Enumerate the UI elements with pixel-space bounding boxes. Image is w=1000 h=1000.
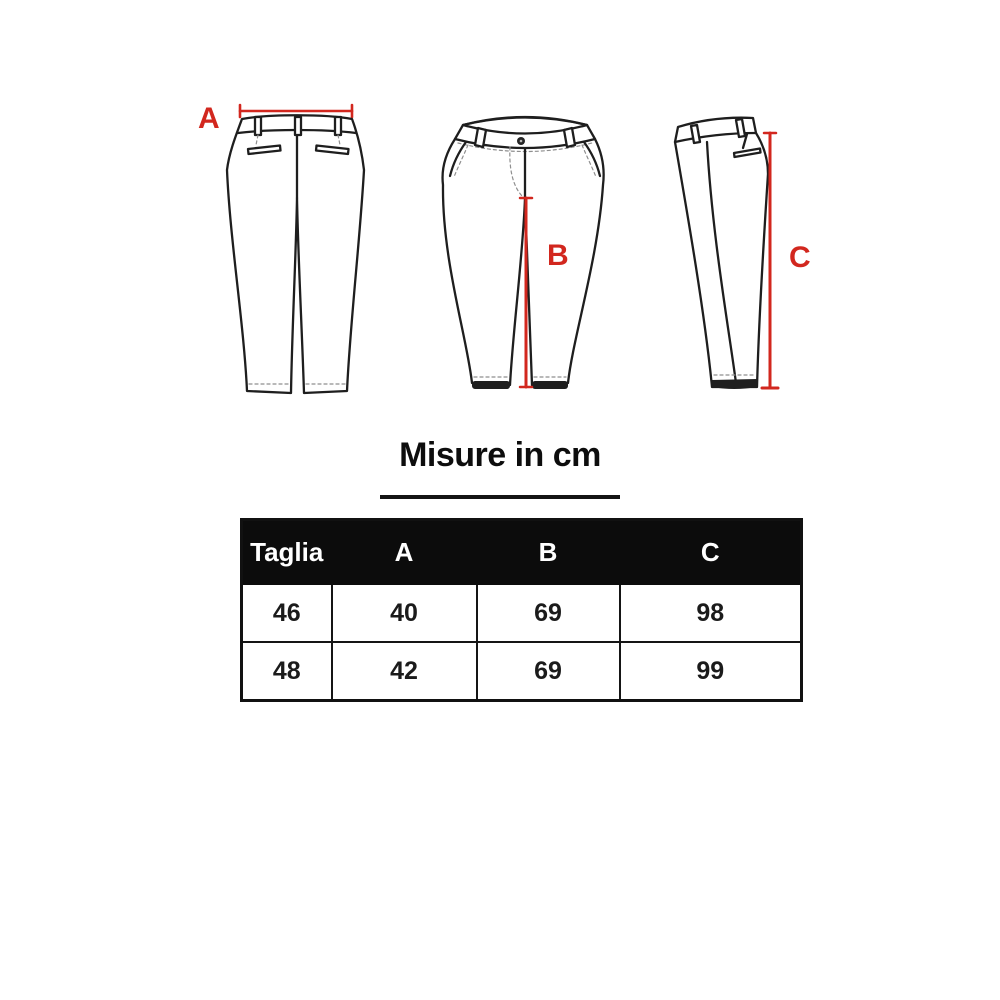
header-a: A (332, 520, 477, 585)
cell-measure-b: 69 (477, 642, 620, 701)
header-b: B (477, 520, 620, 585)
cell-measure-c: 98 (620, 584, 802, 642)
size-table-header-row (242, 520, 802, 585)
waist-button-detail (520, 140, 523, 143)
page-title: Misure in cm (399, 436, 601, 474)
header-taglia: Taglia (242, 520, 332, 585)
cell-size: 48 (242, 642, 332, 701)
header-c: C (620, 520, 802, 585)
right-hem (532, 381, 568, 389)
measure-label-c: C (789, 241, 811, 274)
cell-measure-b: 69 (477, 584, 620, 642)
measure-label-a: A (198, 102, 220, 135)
measure-label-b: B (547, 239, 569, 272)
pants-back-outline (227, 115, 364, 393)
cell-measure-a: 40 (332, 584, 477, 642)
figure-pants-back-view (200, 85, 380, 415)
pants-front-outline (443, 118, 604, 386)
size-table (240, 518, 803, 702)
pants-front-view-drawing (430, 85, 610, 415)
title-underline (380, 495, 620, 499)
left-hem (472, 381, 510, 389)
hem (712, 379, 757, 389)
figure-pants-front-view (430, 85, 610, 415)
table-row-size-46 (242, 584, 802, 642)
cell-measure-a: 42 (332, 642, 477, 701)
table-row-size-48 (242, 642, 802, 701)
pants-side-outline (675, 118, 768, 387)
cell-measure-c: 99 (620, 642, 802, 701)
pants-back-view-drawing (200, 85, 380, 415)
cell-size: 46 (242, 584, 332, 642)
